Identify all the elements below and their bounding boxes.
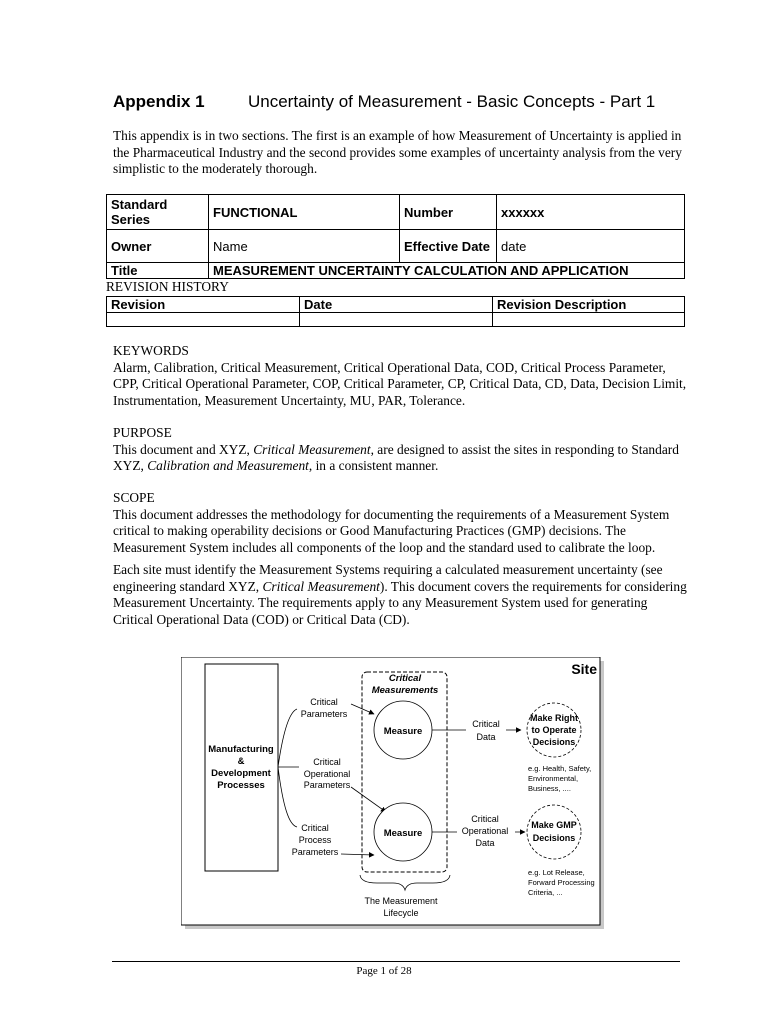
scope-paragraph-2 — [113, 562, 688, 628]
owner-value: Name — [209, 230, 400, 263]
site-label: Site — [571, 661, 597, 677]
measure-label-bottom: Measure — [383, 828, 423, 839]
example-operate-line-2: Environmental, — [528, 774, 579, 783]
title-value: MEASUREMENT UNCERTAINTY CALCULATION AND APPLICATION — [209, 263, 685, 279]
critical-operational-parameters-line-3: Parameters — [303, 780, 351, 790]
critical-parameters-line-1: Critical — [310, 697, 338, 707]
critical-data-line-1: Critical — [472, 719, 500, 729]
process-line-1: Manufacturing — [208, 744, 274, 755]
standard-series-label: Standard Series — [107, 195, 209, 230]
purpose-text — [113, 442, 688, 475]
number-value: xxxxxx — [497, 195, 685, 230]
page-title-row — [113, 92, 693, 118]
purpose-italic-1: Critical Measurement — [253, 441, 371, 457]
decision-operate-line-1: Make Right — [529, 713, 579, 723]
revision-description-col-header: Revision Description — [493, 297, 685, 313]
critical-data-line-2: Data — [476, 732, 496, 742]
intro-paragraph — [113, 128, 688, 178]
purpose-text-1: This document and XYZ, — [113, 441, 254, 457]
critical-operational-data-line-3: Data — [475, 838, 495, 848]
page-title: Uncertainty of Measurement - Basic Concepts - Part 1 — [248, 92, 656, 111]
keywords-text: Alarm, Calibration, Critical Measurement, Critical Operational Data, COD, Critical Process Parameter, CPP, Critical Operational Parameter, COP, Critical Parameter, CP, Critical Data, CD, Data, Decision Limit, Instrumentation, Measurement Uncertainty, MU, PAR, Tolerance. — [113, 359, 687, 408]
intro-text: This appendix is in two sections. The first is an example of how Measurement of Uncertainty is applied in the Pharmaceutical Industry and the second provides some examples of uncertainty analysis from the very simplistic to the moderately thorough. — [113, 128, 682, 176]
measurement-diagram-svg — [181, 657, 605, 930]
date-col-header: Date — [300, 297, 493, 313]
scope-p2-text-a: Each site must identify the Measurement Systems requiring a calculated measurement uncertainty (see engineering standard XYZ, — [113, 562, 663, 594]
footer-rule — [112, 961, 680, 962]
revision-description-cell — [493, 313, 685, 327]
standard-series-value: FUNCTIONAL — [209, 195, 400, 230]
date-cell — [300, 313, 493, 327]
revision-history-heading: REVISION HISTORY — [106, 279, 229, 294]
example-gmp-line-1: e.g. Lot Release, — [528, 868, 585, 877]
number-label: Number — [400, 195, 497, 230]
scope-paragraph-1: This document addresses the methodology for documenting the requirements of a Measurement System critical to making operability decisions or Good Manufacturing Practices (GMP) decisions. The Measurement System includes all components of the loop and the standard used to calibrate the loop. — [113, 506, 670, 555]
critical-operational-data-line-1: Critical — [471, 814, 499, 824]
scope-section — [113, 490, 688, 628]
purpose-section — [113, 425, 688, 475]
measure-label-top: Measure — [383, 726, 423, 737]
decision-gmp-line-1: Make GMP — [531, 820, 577, 830]
critical-operational-data-line-2: Operational — [461, 826, 509, 836]
decision-gmp-line-2: Decisions — [532, 833, 576, 843]
critical-process-parameters-line-3: Parameters — [291, 847, 339, 857]
example-operate-line-1: e.g. Health, Safety, — [528, 764, 592, 773]
keywords-heading: KEYWORDS — [113, 343, 189, 358]
purpose-text-2: , are designed to assist the sites in responding to Standard XYZ, — [113, 441, 679, 473]
keywords-section — [113, 343, 688, 409]
title-label: Title — [107, 263, 209, 279]
process-line-2: & — [237, 756, 245, 767]
example-gmp-line-3: Criteria, ... — [528, 888, 563, 897]
purpose-italic-2: Calibration and Measurement — [147, 458, 309, 473]
decision-circle-gmp — [527, 805, 581, 859]
lifecycle-line-1: The Measurement — [364, 896, 438, 906]
revision-history-table — [106, 296, 685, 327]
scope-heading: SCOPE — [113, 490, 155, 505]
process-line-3: Development — [211, 768, 271, 779]
revision-cell — [107, 313, 300, 327]
critical-measurements-line-1: Critical — [388, 673, 422, 684]
revision-col-header: Revision — [107, 297, 300, 313]
critical-operational-parameters-line-2: Operational — [303, 769, 351, 779]
process-line-4: Processes — [217, 780, 265, 791]
scope-p2-italic: Critical Measurement — [262, 578, 380, 594]
document-info-table — [106, 194, 685, 279]
example-operate-line-3: Business, .... — [528, 784, 571, 793]
critical-process-parameters-line-1: Critical — [301, 823, 329, 833]
measurement-diagram — [181, 657, 605, 930]
scope-p2-text-b: ). This document covers the requirements for considering Measurement Uncertainty. The requirements apply to any Measurement System used for generating Critical Operational Data (COD) or Critical Data (CD). — [113, 578, 687, 627]
appendix-label: Appendix 1 — [113, 92, 205, 111]
critical-parameters-line-2: Parameters — [300, 709, 348, 719]
critical-measurements-line-2: Measurements — [371, 685, 439, 696]
example-gmp-line-2: Forward Processing — [528, 878, 595, 887]
purpose-heading: PURPOSE — [113, 425, 172, 440]
page-number: Page 1 of 28 — [356, 965, 412, 977]
owner-label: Owner — [107, 230, 209, 263]
effective-date-label: Effective Date — [400, 230, 497, 263]
critical-operational-parameters-line-1: Critical — [313, 757, 341, 767]
lifecycle-line-2: Lifecycle — [383, 908, 419, 918]
decision-operate-line-3: Decisions — [532, 737, 576, 747]
critical-process-parameters-line-2: Process — [298, 835, 332, 845]
effective-date-value: date — [497, 230, 685, 263]
decision-operate-line-2: to Operate — [531, 725, 577, 735]
purpose-text-3: , in a consistent manner. — [308, 458, 439, 473]
